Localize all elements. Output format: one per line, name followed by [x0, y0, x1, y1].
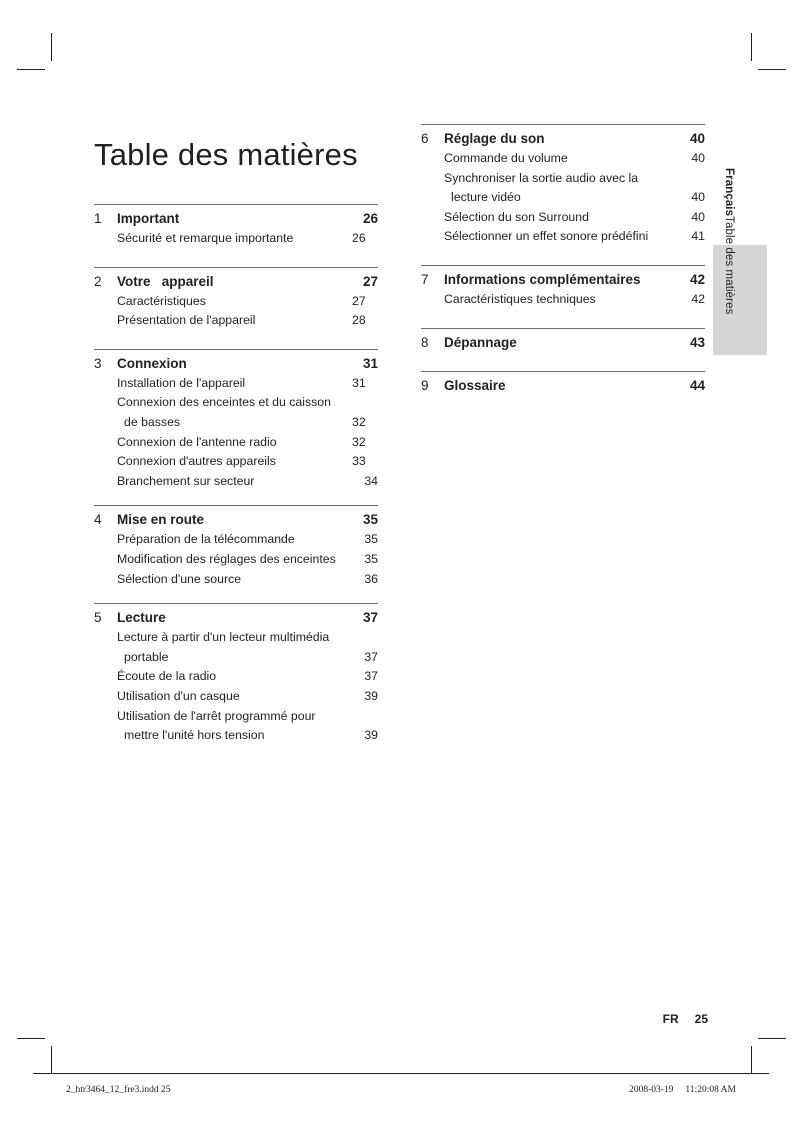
crop-mark-top-left	[51, 33, 52, 61]
toc-chapter-heading[interactable]	[421, 378, 705, 393]
toc-entry-page: 40	[691, 209, 705, 224]
toc-entry-list	[94, 229, 378, 249]
toc-chapter-page: 27	[362, 273, 378, 289]
toc-entry[interactable]	[117, 413, 378, 433]
toc-entry-page: 41	[691, 229, 705, 244]
toc-entry-text: Utilisation d'un casque	[117, 688, 240, 703]
toc-entry-page: 37	[364, 649, 378, 664]
toc-chapter	[421, 371, 705, 393]
toc-chapter-heading[interactable]	[94, 211, 378, 226]
toc-entry[interactable]	[117, 667, 378, 687]
crop-mark-bottom-right	[751, 1046, 752, 1074]
toc-entry-page: 28	[352, 313, 366, 328]
toc-entry-list	[421, 149, 705, 247]
toc-entry[interactable]	[117, 292, 378, 312]
toc-chapter-page: 31	[362, 355, 378, 371]
toc-entry[interactable]	[444, 208, 705, 228]
toc-chapter	[94, 204, 378, 267]
toc-entry[interactable]	[117, 311, 378, 331]
toc-entry-text: Caractéristiques techniques	[444, 291, 596, 306]
toc-entry-text: Connexion d'autres appareils	[117, 454, 276, 469]
toc-chapter-number: 5	[94, 610, 102, 626]
crop-mark-left-bottom	[17, 1038, 45, 1039]
page-title: Table des matières	[94, 136, 358, 172]
toc-chapter-number: 9	[421, 377, 429, 393]
toc-entry-text: mettre l'unité hors tension	[124, 728, 265, 743]
toc-entry-text: Sécurité et remarque importante	[117, 231, 294, 245]
toc-chapter-page: 44	[689, 377, 705, 393]
toc-chapter-title: Dépannage	[444, 334, 517, 350]
toc-entry[interactable]	[117, 707, 378, 727]
toc-column-left	[94, 204, 378, 746]
toc-entry[interactable]	[117, 229, 378, 249]
toc-entry-list	[94, 530, 378, 589]
toc-chapter-heading[interactable]	[421, 335, 705, 350]
toc-entry-text: Installation de l'appareil	[117, 375, 246, 390]
toc-entry-text: Présentation de l'appareil	[117, 313, 256, 328]
toc-chapter-heading[interactable]	[94, 610, 378, 625]
toc-entry[interactable]	[444, 290, 705, 310]
divider	[421, 124, 705, 125]
toc-entry-text: de basses	[124, 414, 181, 429]
toc-entry[interactable]	[117, 570, 378, 590]
toc-entry-text: Synchroniser la sortie audio avec la	[444, 170, 639, 185]
toc-chapter-heading[interactable]	[94, 274, 378, 289]
toc-chapter-page: 26	[362, 211, 378, 226]
toc-chapter	[94, 603, 378, 746]
toc-chapter-page: 42	[689, 271, 705, 287]
toc-chapter-number: 7	[421, 271, 429, 287]
divider	[94, 349, 378, 350]
toc-entry-page: 39	[364, 688, 378, 703]
print-date: 2008-03-19	[629, 1085, 674, 1095]
toc-entry[interactable]	[117, 472, 378, 492]
toc-entry[interactable]	[117, 648, 378, 668]
toc-entry-page: 40	[691, 151, 705, 165]
toc-entry-page: 37	[364, 669, 378, 684]
toc-chapter-title: Important	[117, 211, 180, 226]
toc-chapter	[421, 328, 705, 371]
toc-chapter-title: Votre appareil	[117, 273, 214, 289]
toc-chapter-title: Mise en route	[117, 512, 205, 528]
side-tab-label	[719, 168, 735, 368]
toc-entry[interactable]	[444, 227, 705, 247]
toc-chapter	[421, 124, 705, 265]
toc-entry-list	[94, 292, 378, 331]
toc-chapter-title: Réglage du son	[444, 131, 545, 146]
toc-chapter-heading[interactable]	[421, 272, 705, 287]
toc-chapter-number: 1	[94, 211, 102, 226]
toc-entry[interactable]	[117, 433, 378, 453]
toc-chapter-page: 43	[689, 334, 705, 350]
toc-chapter-title: Lecture	[117, 610, 166, 626]
toc-chapter-title: Glossaire	[444, 377, 506, 393]
divider	[94, 267, 378, 268]
toc-chapter-title: Connexion	[117, 355, 187, 371]
toc-entry-text: Commande du volume	[444, 151, 568, 165]
toc-entry-page: 36	[364, 571, 378, 586]
toc-chapter-heading[interactable]	[421, 131, 705, 146]
toc-chapter-number: 3	[94, 355, 102, 371]
toc-entry-text: Branchement sur secteur	[117, 473, 255, 488]
toc-entry-text: Caractéristiques	[117, 293, 206, 308]
print-separator	[33, 1073, 769, 1074]
toc-entry-page: 35	[364, 551, 378, 566]
divider	[94, 505, 378, 506]
toc-entry[interactable]	[444, 169, 705, 189]
toc-chapter-title: Informations complémentaires	[444, 271, 641, 287]
toc-entry[interactable]	[117, 550, 378, 570]
toc-entry-text: Sélectionner un effet sonore prédéfini	[444, 229, 649, 244]
toc-entry[interactable]	[117, 726, 378, 746]
crop-mark-left-top	[17, 69, 45, 70]
toc-entry-page: 31	[352, 375, 366, 390]
toc-chapter-page: 35	[362, 512, 378, 528]
toc-chapter	[94, 505, 378, 603]
toc-entry[interactable]	[117, 530, 378, 550]
toc-entry-list	[94, 374, 378, 492]
toc-entry[interactable]	[117, 374, 378, 394]
toc-entry[interactable]	[117, 452, 378, 472]
toc-column-right	[421, 124, 705, 396]
toc-entry[interactable]	[444, 149, 705, 169]
crop-mark-right-bottom	[758, 1038, 786, 1039]
toc-entry-list	[94, 628, 378, 746]
divider	[421, 371, 705, 372]
toc-entry-text: Connexion de l'antenne radio	[117, 434, 277, 449]
crop-mark-top-right	[751, 33, 752, 61]
print-file-name: 2_htr3464_12_fre3.indd 25	[66, 1085, 171, 1095]
side-tab-language: Français	[723, 168, 735, 217]
page-number: 25	[694, 1012, 708, 1026]
divider	[94, 204, 378, 205]
toc-entry-list	[421, 290, 705, 310]
toc-entry-page: 35	[364, 532, 378, 547]
toc-entry-page: 34	[364, 473, 378, 488]
toc-entry-page: 40	[691, 190, 705, 205]
toc-entry-text: Connexion des enceintes et du caisson	[117, 395, 331, 410]
toc-entry-text: Préparation de la télécommande	[117, 532, 295, 547]
toc-entry[interactable]	[444, 188, 705, 208]
toc-chapter-number: 8	[421, 334, 429, 350]
toc-entry[interactable]	[117, 628, 378, 648]
toc-entry-page: 33	[352, 454, 366, 469]
print-time: 11:20:08 AM	[685, 1085, 736, 1095]
locale-code: FR	[662, 1012, 679, 1026]
toc-entry-text: portable	[124, 649, 169, 664]
toc-entry-text: Écoute de la radio	[117, 669, 217, 684]
toc-entry-page: 42	[691, 291, 705, 306]
divider	[94, 603, 378, 604]
toc-entry-page: 39	[364, 728, 378, 743]
toc-entry-page: 27	[352, 293, 366, 308]
divider	[421, 328, 705, 329]
toc-chapter-number: 4	[94, 512, 102, 528]
toc-chapter-page: 37	[362, 610, 378, 626]
toc-chapter-heading[interactable]	[94, 356, 378, 371]
side-tab-section: Table des matières	[723, 216, 735, 315]
toc-entry-text: Sélection d'une source	[117, 571, 242, 586]
page-footer	[663, 1012, 708, 1026]
toc-chapter-number: 2	[94, 273, 102, 289]
toc-chapter-number: 6	[421, 131, 429, 146]
toc-chapter	[94, 267, 378, 349]
toc-entry[interactable]	[117, 687, 378, 707]
toc-entry-text: Utilisation de l'arrêt programmé pour	[117, 708, 316, 723]
divider	[421, 265, 705, 266]
toc-entry[interactable]	[117, 393, 378, 413]
toc-entry-text: Lecture à partir d'un lecteur multimédia	[117, 630, 330, 645]
toc-entry-text: lecture vidéo	[451, 190, 521, 205]
toc-entry-text: Sélection du son Surround	[444, 209, 589, 224]
toc-entry-text: Modification des réglages des enceintes	[117, 551, 336, 566]
toc-chapter	[421, 265, 705, 328]
crop-mark-right-top	[758, 69, 786, 70]
crop-mark-bottom-left	[51, 1046, 52, 1074]
toc-chapter	[94, 349, 378, 506]
toc-chapter-page: 40	[689, 131, 705, 146]
toc-entry-page: 32	[352, 434, 366, 449]
toc-entry-page: 32	[352, 414, 366, 429]
toc-entry-page: 26	[352, 231, 366, 245]
toc-chapter-heading[interactable]	[94, 512, 378, 527]
print-timestamp	[629, 1085, 736, 1095]
